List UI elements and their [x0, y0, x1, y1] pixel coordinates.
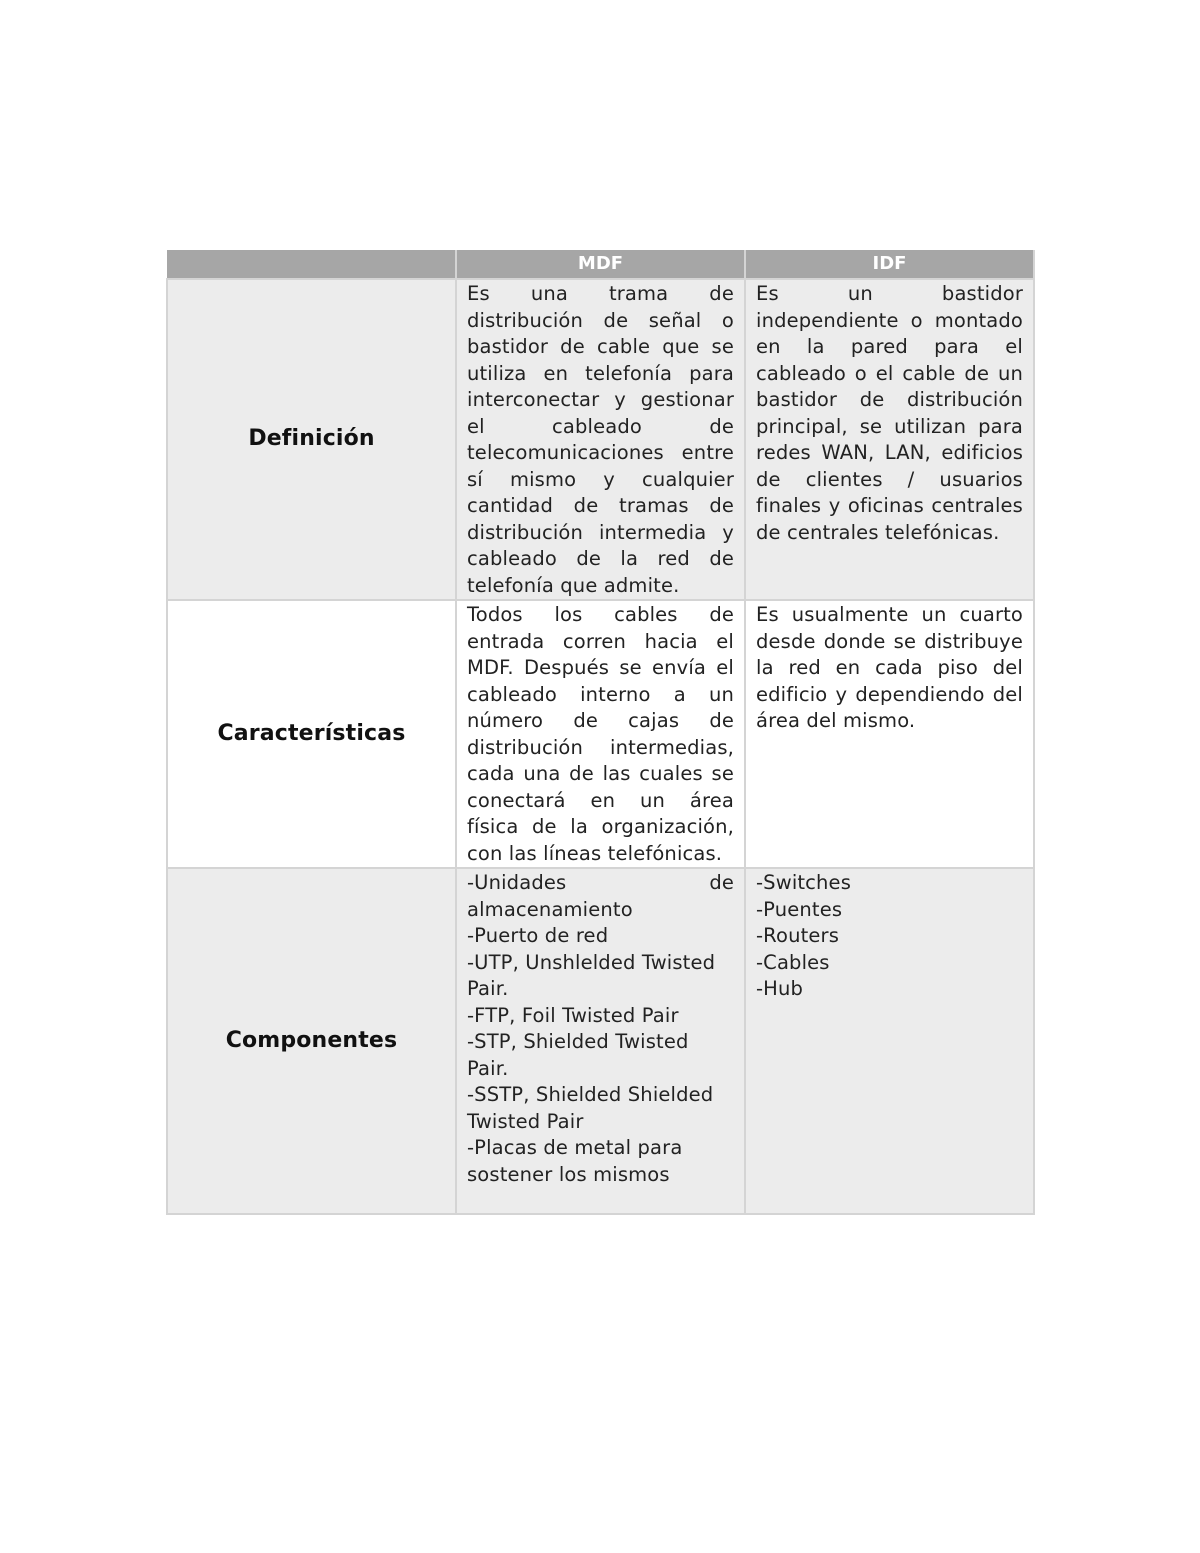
header-row: [167, 250, 1034, 279]
list-item: -Puerto de red: [467, 924, 609, 947]
cell-componentes-mdf: [456, 868, 745, 1214]
list-item: -Switches: [756, 871, 852, 894]
list-item: -Unidades de almacenamiento: [467, 871, 734, 921]
list-item: -Routers: [756, 924, 840, 947]
header-idf: IDF: [745, 250, 1034, 279]
cell-componentes-idf: [745, 868, 1034, 1214]
list-item: -Placas de metal para sostener los mismos: [467, 1136, 683, 1186]
list-item: -Cables: [756, 950, 830, 974]
cell-caracteristicas-idf: Es usualmente un cuarto desde donde se distribuye la red en cada piso del edificio y dependiendo del área del mismo.: [745, 600, 1034, 868]
header-blank: [167, 250, 456, 279]
list-item: -FTP, Foil Twisted Pair: [467, 1003, 679, 1027]
row-caracteristicas: [167, 600, 1034, 868]
list-item: -Hub: [756, 977, 804, 1000]
cell-definicion-mdf: Es una trama de distribución de señal o bastidor de cable que se utiliza en telefonía para interconectar y gestionar el cableado de telecomunicaciones entre sí mismo y cualquier cantidad de tramas de distribución intermedia y cableado de la red de telefonía que admite.: [456, 279, 745, 600]
row-label-componentes: Componentes: [167, 868, 456, 1214]
header-mdf: MDF: [456, 250, 745, 279]
list-item: -SSTP, Shielded Shielded Twisted Pair: [467, 1083, 714, 1133]
list-item: -Puentes: [756, 897, 843, 921]
row-label-caracteristicas: Características: [167, 600, 456, 868]
list-item: -UTP, Unshlelded Twisted Pair.: [467, 950, 716, 1000]
comparison-table: [166, 250, 1035, 1215]
row-definicion: [167, 279, 1034, 600]
list-item: -STP, Shielded Twisted Pair.: [467, 1030, 689, 1080]
cell-caracteristicas-mdf: Todos los cables de entrada corren hacia el MDF. Después se envía el cableado interno a un número de cajas de distribución intermedias, cada una de las cuales se conectará en un área física de la organización, con las líneas telefónicas.: [456, 600, 745, 868]
cell-definicion-idf: Es un bastidor independiente o montado en la pared para el cableado o el cable de un bastidor de distribución principal, se utilizan para redes WAN, LAN, edificios de clientes / usuarios finales y oficinas centrales de centrales telefónicas.: [745, 279, 1034, 600]
row-label-definicion: Definición: [167, 279, 456, 600]
row-componentes: [167, 868, 1034, 1214]
